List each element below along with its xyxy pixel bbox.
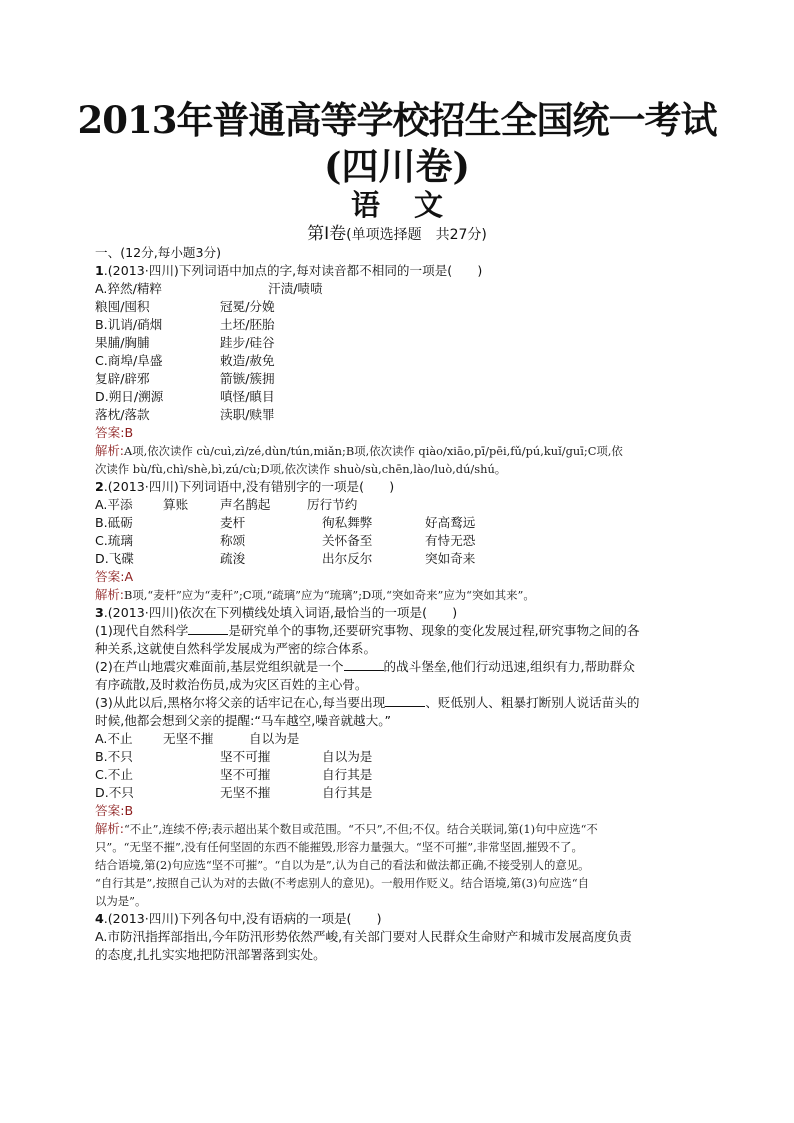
subject-title: 语文 bbox=[350, 188, 477, 222]
question-stem: .(2013·四川)下列词语中加点的字,每对读音都不相同的一项是( ) bbox=[103, 263, 483, 278]
question-3 bbox=[95, 604, 705, 622]
answer-value: A bbox=[124, 569, 134, 584]
option-text: 徇私舞弊 bbox=[322, 515, 373, 530]
option-text: 土坯/胚胎 bbox=[220, 317, 275, 332]
answer-line bbox=[95, 424, 705, 442]
question-1 bbox=[95, 262, 705, 280]
question-2 bbox=[95, 478, 705, 496]
option-text: 敕造/赦免 bbox=[220, 353, 275, 368]
option-text: D.不只 bbox=[95, 785, 134, 800]
answer-line bbox=[95, 568, 705, 586]
question-stem: .(2013·四川)依次在下列横线处填入词语,最恰当的一项是( ) bbox=[103, 605, 458, 620]
question-number: 1 bbox=[95, 263, 104, 278]
analysis-line bbox=[95, 442, 705, 460]
analysis-line: 次读作 bù/fù,chì/shè,bì,zú/cù;D项,依次读作 shuò/sù,chēn,lào/luò,dú/shú。 bbox=[95, 462, 507, 476]
option-text: 出尔反尔 bbox=[322, 551, 373, 566]
passage-line: 有序疏散,及时救治伤员,成为灾区百姓的主心骨。 bbox=[95, 677, 368, 692]
analysis-text: A项,依次读作 cù/cuì,zì/zé,dùn/tún,miǎn;B项,依次读作 qiào/xiāo,pī/pēi,fǔ/pú,kuǐ/guī;C项,依 bbox=[123, 444, 623, 458]
analysis-line: “自行其是”,按照自己认为对的去做(不考虑别人的意见)。一般用作贬义。结合语境,第(3)句应选“自 bbox=[95, 876, 589, 890]
analysis-label: 解析: bbox=[95, 443, 124, 458]
passage-line bbox=[95, 658, 705, 676]
analysis-line: 以为是”。 bbox=[95, 894, 147, 908]
passage-line bbox=[95, 622, 705, 640]
option-text: D.朔日/溯源 bbox=[95, 389, 164, 404]
part-heading: 一、(12分,每小题3分) bbox=[95, 245, 222, 260]
question-4 bbox=[95, 910, 705, 928]
section-title bbox=[0, 224, 794, 245]
option-text: A.猝然/精粹 bbox=[95, 281, 163, 296]
option-text: 疏浚 bbox=[220, 551, 246, 566]
passage-text: (3)从此以后,黑格尔将父亲的话牢记在心,每当要出现 bbox=[95, 695, 386, 710]
option-text: 跬步/硅谷 bbox=[220, 335, 275, 350]
option-text: 汗渍/啧啧 bbox=[268, 281, 323, 296]
analysis-line bbox=[95, 820, 705, 838]
option-text: 自行其是 bbox=[322, 785, 373, 800]
option-text: 渎职/赎罪 bbox=[220, 407, 275, 422]
option-text: 无坚不摧 bbox=[220, 785, 271, 800]
passage-line: 种关系,这就使自然科学发展成为严密的综合体系。 bbox=[95, 641, 377, 656]
option-text: 冠冕/分娩 bbox=[220, 299, 275, 314]
answer-value: B bbox=[124, 803, 134, 818]
option-text: 坚不可摧 bbox=[220, 767, 271, 782]
option-text: 厉行节约 bbox=[307, 497, 358, 512]
section-title-desc: (单项选择题 共27分) bbox=[346, 227, 487, 243]
option-text: 坚不可摧 bbox=[220, 749, 271, 764]
option-text: 麦杆 bbox=[220, 515, 246, 530]
option-text: 称颂 bbox=[220, 533, 246, 548]
option-text: 箭镞/簇拥 bbox=[220, 371, 275, 386]
passage-line: 时候,他都会想到父亲的提醒:“马车越空,噪音就越大。” bbox=[95, 713, 392, 728]
question-stem: .(2013·四川)下列各句中,没有语病的一项是( ) bbox=[103, 911, 382, 926]
answer-label: 答案: bbox=[95, 569, 125, 584]
passage-text: 、贬低别人、粗暴打断别人说话苗头的 bbox=[425, 695, 640, 710]
option-text: B.不只 bbox=[95, 749, 133, 764]
option-text: 落枕/落款 bbox=[95, 407, 150, 422]
option-text: 关怀备至 bbox=[322, 533, 373, 548]
option-text: 自以为是 bbox=[322, 749, 373, 764]
passage-text: (2)在芦山地震灾难面前,基层党组织就是一个 bbox=[95, 659, 344, 674]
analysis-label: 解析: bbox=[95, 821, 124, 836]
answer-label: 答案: bbox=[95, 803, 125, 818]
analysis-text: B项,“麦杆”应为“麦秆”;C项,“疏璃”应为“琉璃”;D项,“突如奇来”应为“突如其来”。 bbox=[123, 588, 535, 602]
option-line: A.市防汛指挥部指出,今年防汛形势依然严峻,有关部门要对人民群众生命财产和城市发展高度负责 bbox=[95, 929, 632, 944]
answer-line bbox=[95, 802, 705, 820]
option-text: 自行其是 bbox=[322, 767, 373, 782]
option-text: B.砥砺 bbox=[95, 515, 133, 530]
analysis-text: “不止”,连续不停;表示超出某个数目或范围。“不只”,不但;不仅。结合关联词,第(1)句中应选“不 bbox=[123, 822, 598, 836]
option-text: 复辟/辟邪 bbox=[95, 371, 150, 386]
option-text: 突如奇来 bbox=[425, 551, 476, 566]
option-text: 无坚不摧 bbox=[163, 731, 214, 746]
section-title-part: 第Ⅰ卷 bbox=[307, 224, 347, 244]
option-text: 有恃无恐 bbox=[425, 533, 476, 548]
option-text: D.飞碟 bbox=[95, 551, 134, 566]
option-text: 好高鹜远 bbox=[425, 515, 476, 530]
fill-blank bbox=[385, 694, 425, 707]
option-line: 的态度,扎扎实实地把防汛部署落到实处。 bbox=[95, 947, 326, 962]
option-text: C.不止 bbox=[95, 767, 133, 782]
option-text: A.不止 bbox=[95, 731, 133, 746]
option-text: 声名鹊起 bbox=[220, 497, 271, 512]
fill-blank bbox=[188, 622, 228, 635]
fill-blank bbox=[344, 658, 384, 671]
question-number: 2 bbox=[95, 479, 104, 494]
option-text: C.琉璃 bbox=[95, 533, 133, 548]
option-text: 粮囤/囤积 bbox=[95, 299, 150, 314]
passage-text: 是研究单个的事物,还要研究事物、现象的变化发展过程,研究事物之间的各 bbox=[228, 623, 640, 638]
option-text: 嗔怪/瞋目 bbox=[220, 389, 275, 404]
analysis-line bbox=[95, 586, 705, 604]
option-text: 果脯/胸脯 bbox=[95, 335, 150, 350]
passage-line bbox=[95, 694, 705, 712]
analysis-line: 结合语境,第(2)句应选“坚不可摧”。“自以为是”,认为自己的看法和做法都正确,不接受别人的意见。 bbox=[95, 858, 590, 872]
option-text: 自以为是 bbox=[249, 731, 300, 746]
option-text: C.商埠/阜盛 bbox=[95, 353, 163, 368]
question-number: 4 bbox=[95, 911, 104, 926]
answer-value: B bbox=[124, 425, 134, 440]
passage-text: 的战斗堡垒,他们行动迅速,组织有力,帮助群众 bbox=[383, 659, 635, 674]
question-stem: .(2013·四川)下列词语中,没有错别字的一项是( ) bbox=[103, 479, 395, 494]
analysis-label: 解析: bbox=[95, 587, 124, 602]
option-text: 算账 bbox=[163, 497, 189, 512]
option-text: A.平添 bbox=[95, 497, 133, 512]
question-number: 3 bbox=[95, 605, 104, 620]
exam-title: 2013年普通高等学校招生全国统一考试 bbox=[77, 98, 717, 142]
answer-label: 答案: bbox=[95, 425, 125, 440]
analysis-line: 只”。“无坚不摧”,没有任何坚固的东西不能摧毁,形容力量强大。“坚不可摧”,非常坚固,摧毁不了。 bbox=[95, 840, 583, 854]
passage-text: (1)现代自然科学 bbox=[95, 623, 189, 638]
exam-subtitle: (四川卷) bbox=[323, 144, 470, 188]
option-text: B.讥诮/硝烟 bbox=[95, 317, 163, 332]
